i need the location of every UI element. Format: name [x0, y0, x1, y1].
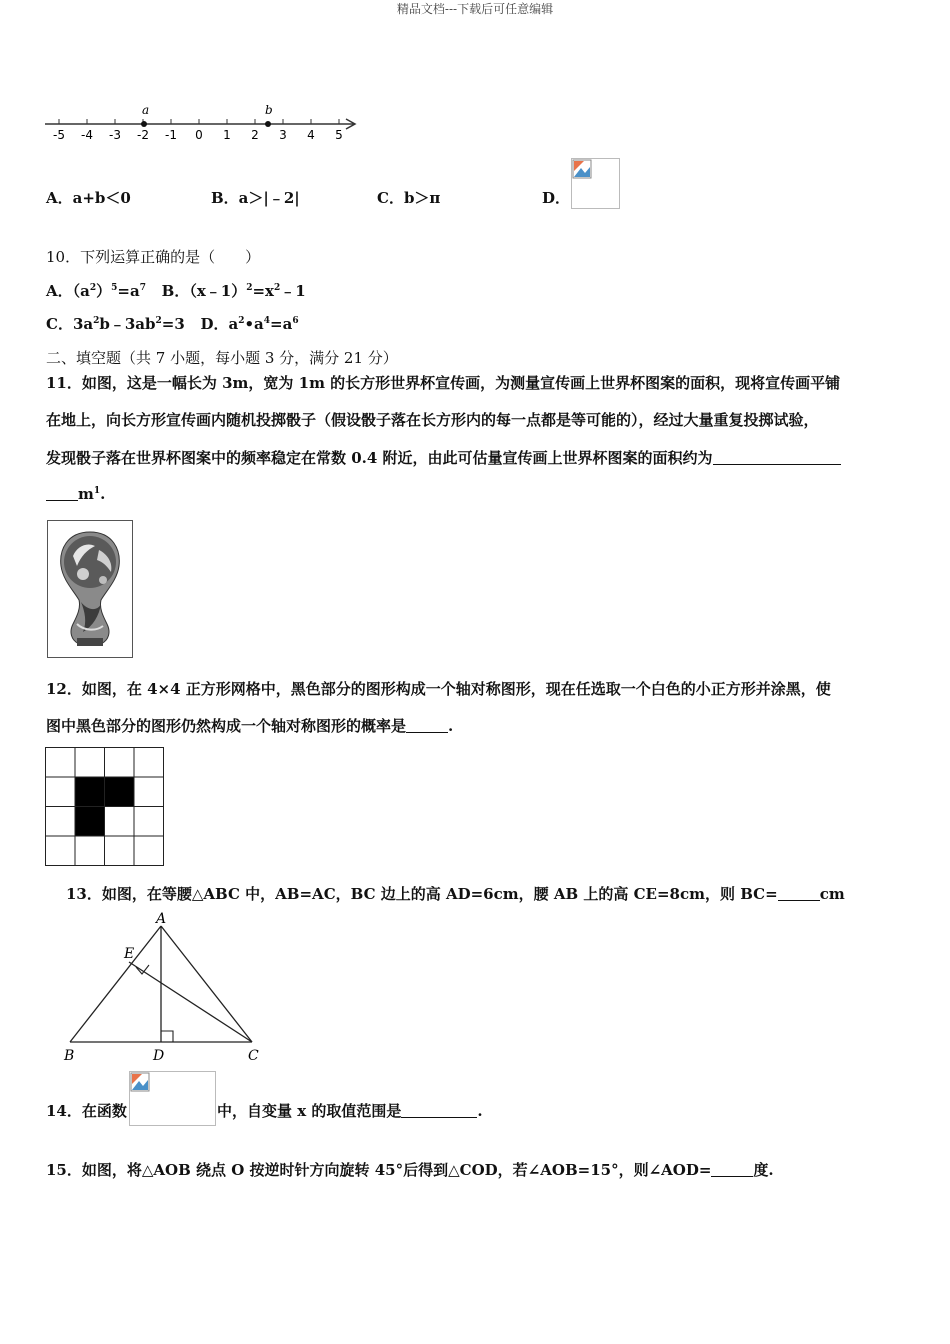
q14-pre: 14．在函数	[46, 1102, 127, 1120]
q11-line-1: 11．如图，这是一幅长为 3m，宽为 1m 的长方形世界杯宣传画，为测量宣传画上世界杯图案的面积，现将宣传画平铺	[46, 374, 841, 392]
q9-option-d-image-placeholder	[571, 158, 620, 209]
q13-text: 13．如图，在等腰△ABC 中，AB=AC，BC 边上的高 AD=6cm，腰 AB 上的高 CE=8cm，则 BC= cm	[66, 885, 845, 903]
q12-line-2: 图中黑色部分的图形仍然构成一个轴对称图形的概率是 .	[46, 717, 454, 735]
world-cup-trophy-image	[47, 520, 133, 658]
number-line-figure	[40, 100, 360, 145]
triangle-abc-figure	[60, 908, 265, 1066]
tick-label: 2	[251, 128, 259, 142]
point-a-label: a	[142, 103, 150, 117]
q13-answer-blank	[778, 886, 820, 901]
label-D: D	[153, 1048, 165, 1064]
point-a-dot	[141, 121, 147, 127]
broken-image-icon	[130, 1072, 150, 1092]
grid-cell-white	[46, 836, 76, 866]
grid-cell-black	[75, 777, 105, 807]
q10-options-ab: A．$(a^2)^5=a^7$ B．$(x﹣1)^2=x^2﹣1$	[46, 282, 306, 300]
q10-options-cd: C．$3a^2b﹣3ab^2=3$ D．$a^2•a^4=a^6$	[46, 315, 299, 333]
page-header: 精品文档---下载后可任意编辑	[396, 2, 554, 16]
grid-cell-black	[75, 807, 105, 837]
label-E: E	[124, 946, 135, 962]
grid-cell-white	[105, 836, 135, 866]
q12-answer-blank	[406, 718, 448, 733]
grid-cell-white	[134, 777, 164, 807]
q11-answer-blank-1	[713, 450, 841, 465]
q9-option-a: A．a+b＜0	[46, 189, 131, 207]
grid-cell-white	[75, 836, 105, 866]
grid-cell-white	[134, 748, 164, 778]
tick-label: -3	[109, 128, 121, 142]
tick-label: 0	[195, 128, 203, 142]
q11-line-4: $m^1$.	[46, 485, 105, 503]
q15-text: 15．如图，将△AOB 绕点 O 按逆时针方向旋转 45°后得到△COD，若∠AOB=15°，则∠AOD= 度.	[46, 1161, 774, 1179]
grid-cell-black	[105, 777, 135, 807]
point-b-label: b	[265, 103, 273, 117]
section-2-heading: 二、填空题（共 7 小题，每小题 3 分，满分 21 分）	[46, 349, 398, 367]
q9-option-b: B．a＞|﹣2|	[211, 189, 300, 207]
q10-stem: 10．下列运算正确的是（ ）	[46, 248, 261, 266]
q9-option-c: C．b＞π	[377, 189, 441, 207]
grid-cell-white	[105, 748, 135, 778]
grid-cell-white	[46, 748, 76, 778]
q14-function-image-placeholder	[129, 1071, 216, 1126]
q11-line-2: 在地上，向长方形宣传画内随机投掷骰子（假设骰子落在长方形内的每一点都是等可能的），经过大量重复投掷试验，	[46, 411, 819, 429]
q14-answer-blank	[401, 1103, 477, 1118]
grid-cell-white	[134, 807, 164, 837]
tick-label: 4	[307, 128, 315, 142]
grid-cell-white	[46, 807, 76, 837]
tick-label: 3	[279, 128, 287, 142]
label-C: C	[248, 1048, 259, 1064]
q9-option-d: D．	[542, 189, 571, 207]
tick-label: -1	[165, 128, 177, 142]
grid-cell-white	[46, 777, 76, 807]
q14-post: 中，自变量 x 的取值范围是 .	[217, 1102, 483, 1120]
tick-label: -4	[81, 128, 93, 142]
label-A: A	[156, 911, 167, 927]
point-b-dot	[265, 121, 271, 127]
tick-label: -2	[137, 128, 149, 142]
tick-label: 5	[335, 128, 343, 142]
q15-answer-blank	[711, 1162, 753, 1177]
broken-image-icon	[572, 159, 592, 179]
grid-cell-white	[134, 836, 164, 866]
tick-label: -5	[53, 128, 65, 142]
grid-cell-white	[75, 748, 105, 778]
q12-line-1: 12．如图，在 4×4 正方形网格中，黑色部分的图形构成一个轴对称图形，现在任选取一个白色的小正方形并涂黑，使	[46, 680, 831, 698]
grid-4x4-figure	[45, 747, 166, 867]
grid-cell-white	[105, 807, 135, 837]
q11-answer-blank-2	[46, 486, 78, 501]
tick-label: 1	[223, 128, 231, 142]
q11-line-3: 发现骰子落在世界杯图案中的频率稳定在常数 0.4 附近，由此可估量宣传画上世界杯图案的面积约为	[46, 447, 841, 468]
label-B: B	[64, 1048, 75, 1064]
